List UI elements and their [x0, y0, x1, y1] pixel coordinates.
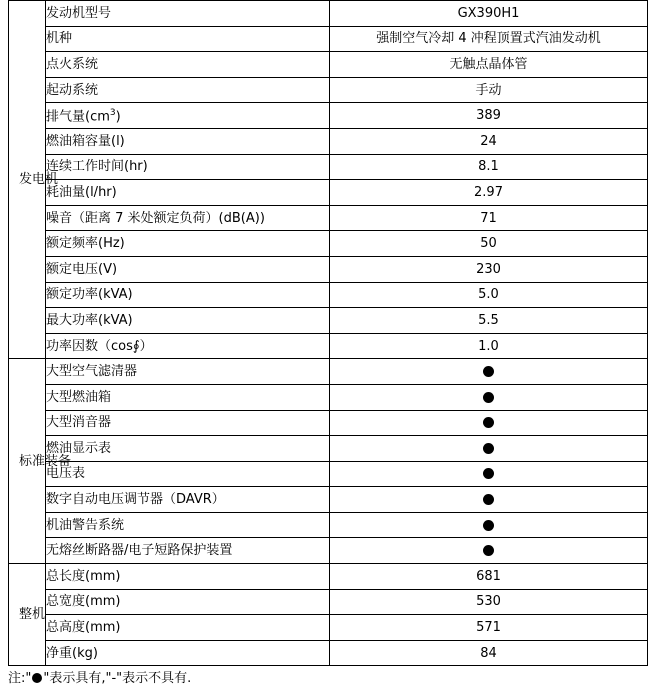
- row-value: 389: [330, 103, 648, 129]
- row-label: 数字自动电压调节器（DAVR）: [46, 487, 330, 513]
- row-value: GX390H1: [330, 1, 648, 27]
- table-row: [9, 128, 648, 154]
- table-row: [9, 333, 648, 359]
- table-row: [9, 359, 648, 385]
- row-value: 84: [330, 640, 648, 666]
- included-dot-icon: [483, 366, 494, 377]
- row-value: 手动: [330, 77, 648, 103]
- included-dot-icon: [483, 443, 494, 454]
- table-row: [9, 640, 648, 666]
- row-label: 噪音（距离 7 米处额定负荷）(dB(A)): [46, 205, 330, 231]
- row-value: [330, 461, 648, 487]
- row-label: 发动机型号: [46, 1, 330, 27]
- table-row: [9, 436, 648, 462]
- table-row: [9, 154, 648, 180]
- table-row: [9, 538, 648, 564]
- row-label: 电压表: [46, 461, 330, 487]
- legend-dot-icon: [32, 673, 42, 683]
- included-dot-icon: [483, 494, 494, 505]
- table-row: [9, 615, 648, 641]
- included-dot-icon: [483, 392, 494, 403]
- row-value: 2.97: [330, 180, 648, 206]
- table-row: [9, 205, 648, 231]
- row-label: 排气量$(cm^3)$: [46, 103, 330, 129]
- table-row: [9, 384, 648, 410]
- row-value: 5.5: [330, 308, 648, 334]
- spec-table: [8, 0, 648, 666]
- row-value: 24: [330, 128, 648, 154]
- table-row: [9, 231, 648, 257]
- row-label: 总宽度(mm): [46, 589, 330, 615]
- footnote: 注:" "表示具有,"-"表示不具有.: [8, 671, 192, 686]
- row-label: 额定频率(Hz): [46, 231, 330, 257]
- row-label: 最大功率(kVA): [46, 308, 330, 334]
- row-value: [330, 436, 648, 462]
- group-standard-equipment: 标准装备: [9, 359, 46, 564]
- row-value: 230: [330, 256, 648, 282]
- row-value: 50: [330, 231, 648, 257]
- row-label: 净重(kg): [46, 640, 330, 666]
- row-label: 机种: [46, 26, 330, 52]
- table-row: [9, 564, 648, 590]
- row-label: 功率因数（cos∮）: [46, 333, 330, 359]
- row-value: [330, 512, 648, 538]
- row-label: 耗油量(l/hr): [46, 180, 330, 206]
- row-value: [330, 359, 648, 385]
- table-row: [9, 487, 648, 513]
- row-value: 8.1: [330, 154, 648, 180]
- table-row: [9, 77, 648, 103]
- included-dot-icon: [483, 545, 494, 556]
- row-label: 燃油箱容量(l): [46, 128, 330, 154]
- table-row: [9, 410, 648, 436]
- row-label: 燃油显示表: [46, 436, 330, 462]
- row-value: [330, 487, 648, 513]
- row-label: 机油警告系统: [46, 512, 330, 538]
- group-generator: 发电机: [9, 1, 46, 359]
- row-value: 530: [330, 589, 648, 615]
- table-row: [9, 282, 648, 308]
- row-value: 681: [330, 564, 648, 590]
- row-label: 连续工作时间(hr): [46, 154, 330, 180]
- row-value: 71: [330, 205, 648, 231]
- table-row: [9, 256, 648, 282]
- row-label: 大型消音器: [46, 410, 330, 436]
- row-value: 571: [330, 615, 648, 641]
- row-value: [330, 410, 648, 436]
- row-value: 5.0: [330, 282, 648, 308]
- table-row: [9, 512, 648, 538]
- row-label: 总高度(mm): [46, 615, 330, 641]
- included-dot-icon: [483, 520, 494, 531]
- table-row: [9, 26, 648, 52]
- row-label: 大型燃油箱: [46, 384, 330, 410]
- row-label: 额定电压(V): [46, 256, 330, 282]
- table-row: [9, 308, 648, 334]
- row-label: 起动系统: [46, 77, 330, 103]
- row-label: 总长度(mm): [46, 564, 330, 590]
- group-machine: 整机: [9, 564, 46, 666]
- table-row: [9, 180, 648, 206]
- row-label: 大型空气滤清器: [46, 359, 330, 385]
- row-label: 点火系统: [46, 52, 330, 78]
- row-value: 强制空气冷却 4 冲程顶置式汽油发动机: [330, 26, 648, 52]
- row-value: 无触点晶体管: [330, 52, 648, 78]
- included-dot-icon: [483, 468, 494, 479]
- table-row: [9, 103, 648, 129]
- row-value: [330, 384, 648, 410]
- row-value: [330, 538, 648, 564]
- table-row: [9, 1, 648, 27]
- row-label: 无熔丝断路器/电子短路保护装置: [46, 538, 330, 564]
- included-dot-icon: [483, 417, 494, 428]
- row-value: 1.0: [330, 333, 648, 359]
- row-label: 额定功率(kVA): [46, 282, 330, 308]
- table-row: [9, 52, 648, 78]
- table-row: [9, 589, 648, 615]
- table-row: [9, 461, 648, 487]
